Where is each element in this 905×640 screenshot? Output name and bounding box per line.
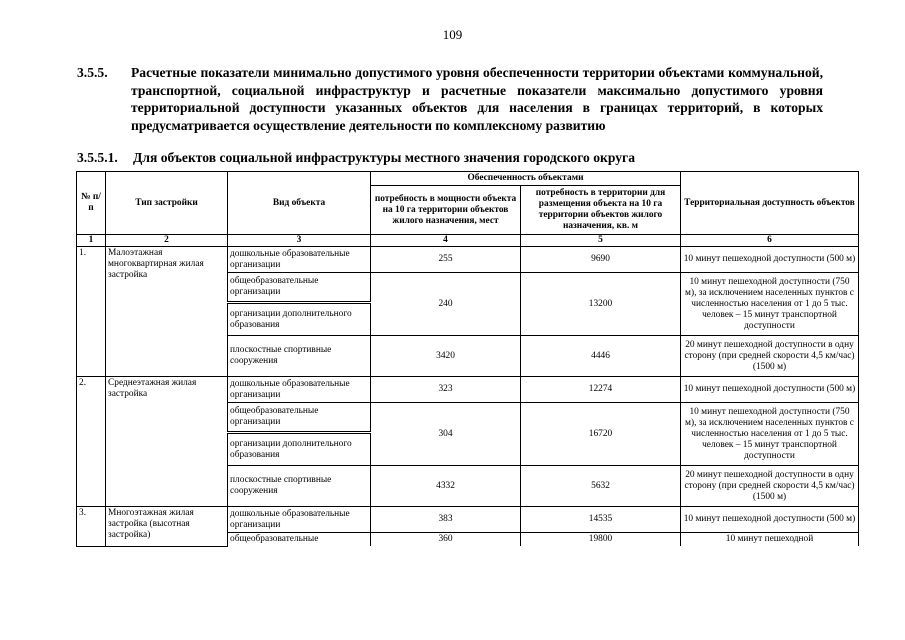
header-access: Территориальная доступность объектов <box>681 172 859 235</box>
access-value: 10 минут пешеходной доступности (500 м) <box>681 247 859 273</box>
section-number: 3.5.5. <box>77 65 108 80</box>
object-type: организации дополнительного образования <box>228 433 371 466</box>
row-number: 2. <box>77 377 106 507</box>
access-value: 10 минут пешеходной доступности (750 м), за исключением населенных пунктов с численностью населения от 1 до 5 тыс. человек – 15 минут транспортной доступности <box>681 273 859 336</box>
subsection-number: 3.5.5.1. <box>77 150 118 165</box>
header-capacity: потребность в мощности объекта на 10 га территории объектов жилого назначения, мест <box>371 186 521 235</box>
col-number: 3 <box>228 235 371 247</box>
table-row <box>77 377 859 403</box>
object-type: дошкольные образовательные организации <box>228 507 371 533</box>
social-infrastructure-table <box>76 171 859 547</box>
object-type: дошкольные образовательные организации <box>228 377 371 403</box>
object-type: общеобразовательные организации <box>228 273 371 303</box>
section-title: Расчетные показатели минимально допустимого уровня обеспеченности территории объектами коммунальной, транспортной, социальной инфраструктур и расчетные показатели максимально допустимого уровня территориальной доступности указанных объектов для населения в границах территорий, в которых предусматривается осуществление деятельности по комплексному развитию <box>131 65 823 133</box>
header-type: Тип застройки <box>106 172 228 235</box>
capacity-value: 4332 <box>371 466 521 507</box>
subsection-title: Для объектов социальной инфраструктуры местного значения городского округа <box>133 150 635 165</box>
area-value: 19800 <box>521 533 681 547</box>
row-number: 3. <box>77 507 106 547</box>
col-number: 6 <box>681 235 859 247</box>
building-type: Малоэтажная многоквартирная жилая застройка <box>106 247 228 377</box>
object-type: общеобразовательные <box>228 533 371 547</box>
access-value: 20 минут пешеходной доступности в одну сторону (при средней скорости 4,5 км/час) (1500 м) <box>681 466 859 507</box>
area-value: 14535 <box>521 507 681 533</box>
access-value: 10 минут пешеходной доступности (500 м) <box>681 507 859 533</box>
header-object: Вид объекта <box>228 172 371 235</box>
object-type: дошкольные образовательные организации <box>228 247 371 273</box>
area-value: 12274 <box>521 377 681 403</box>
object-type: плоскостные спортивные сооружения <box>228 466 371 507</box>
capacity-value: 3420 <box>371 336 521 377</box>
area-value: 5632 <box>521 466 681 507</box>
capacity-value: 255 <box>371 247 521 273</box>
col-number: 4 <box>371 235 521 247</box>
col-number: 5 <box>521 235 681 247</box>
building-type: Многоэтажная жилая застройка (высотная застройка) <box>106 507 228 547</box>
access-value: 10 минут пешеходной доступности (750 м), за исключением населенных пунктов с численностью населения от 1 до 5 тыс. человек – 15 минут транспортной доступности <box>681 403 859 466</box>
capacity-value: 304 <box>371 403 521 466</box>
capacity-value: 240 <box>371 273 521 336</box>
area-value: 9690 <box>521 247 681 273</box>
object-type: общеобразовательные организации <box>228 403 371 433</box>
capacity-value: 383 <box>371 507 521 533</box>
row-number: 1. <box>77 247 106 377</box>
area-value: 4446 <box>521 336 681 377</box>
table-header-row <box>77 172 859 186</box>
object-type: организации дополнительного образования <box>228 303 371 336</box>
header-provision: Обеспеченность объектами <box>371 172 681 186</box>
object-type: плоскостные спортивные сооружения <box>228 336 371 377</box>
capacity-value: 360 <box>371 533 521 547</box>
subsection-heading <box>77 150 635 166</box>
access-value: 10 минут пешеходной <box>681 533 859 547</box>
col-number: 2 <box>106 235 228 247</box>
table-row <box>77 507 859 533</box>
area-value: 16720 <box>521 403 681 466</box>
area-value: 13200 <box>521 273 681 336</box>
column-number-row <box>77 235 859 247</box>
header-area: потребность в территории для размещения объекта на 10 га территории объектов жилого назначения, кв. м <box>521 186 681 235</box>
header-num: № п/п <box>77 172 106 235</box>
page-number: 109 <box>442 27 463 42</box>
access-value: 20 минут пешеходной доступности в одну сторону (при средней скорости 4,5 км/час) (1500 м) <box>681 336 859 377</box>
table-row <box>77 247 859 273</box>
access-value: 10 минут пешеходной доступности (500 м) <box>681 377 859 403</box>
building-type: Среднеэтажная жилая застройка <box>106 377 228 507</box>
capacity-value: 323 <box>371 377 521 403</box>
col-number: 1 <box>77 235 106 247</box>
